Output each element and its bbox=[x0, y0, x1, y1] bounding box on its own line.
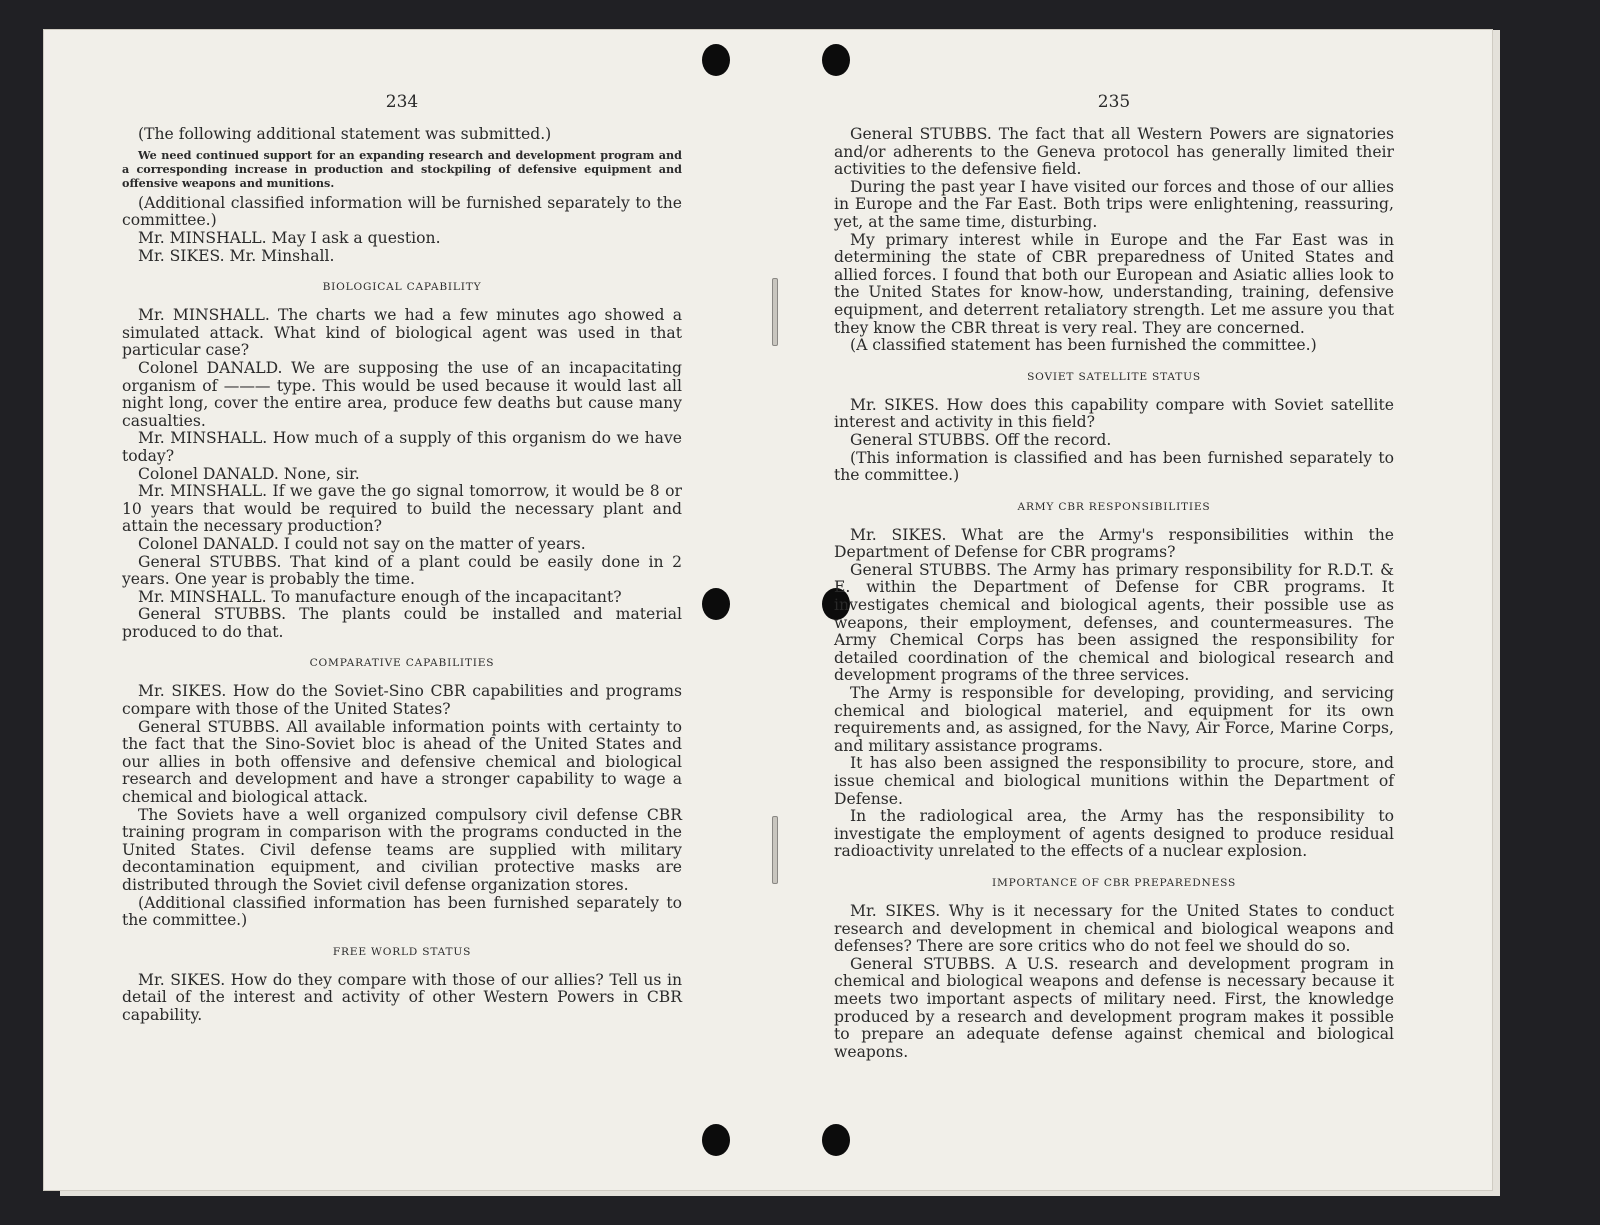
binding-hole bbox=[822, 1124, 850, 1156]
paragraph: It has also been assigned the responsibility to procure, store, and issue chemical and biological munitions within the Department of Defense. bbox=[834, 754, 1394, 808]
paragraph: General STUBBS. Off the record. bbox=[850, 430, 1112, 449]
paragraph: Mr. MINSHALL. The charts we had a few minutes ago showed a simulated attack. What kind of biological agent was used in that particular case? bbox=[122, 306, 682, 360]
left-page-body bbox=[122, 126, 682, 1025]
paragraph: The Soviets have a well organized compulsory civil defense CBR training program in comparison with the programs conducted in the United States. Civil defense teams are supplied with military decontamination equipment, and civilian protective masks are distributed through the Soviet civil defense organization stores. bbox=[122, 805, 682, 894]
staple bbox=[772, 278, 778, 346]
paragraph: Colonel DANALD. None, sir. bbox=[138, 464, 360, 483]
document-spread bbox=[44, 30, 1492, 1190]
page-number: 235 bbox=[1097, 92, 1131, 112]
right-page bbox=[834, 92, 1394, 1061]
paragraph: General STUBBS. The fact that all Western Powers are signatories and/or adherents to the Geneva protocol has generally limited their activities to the defensive field. bbox=[834, 125, 1394, 179]
binding-hole bbox=[702, 588, 730, 620]
paragraph: Mr. MINSHALL. To manufacture enough of the incapacitant? bbox=[138, 587, 622, 606]
section-heading: ARMY CBR RESPONSIBILITIES bbox=[1017, 500, 1211, 513]
paragraph: General STUBBS. A U.S. research and development program in chemical and biological weapons and defense is necessary because it meets two important aspects of military need. First, the knowledge produced by a research and development program makes it possible to prepare an adequate defense against chemical and biological weapons. bbox=[834, 954, 1394, 1061]
binding-hole bbox=[822, 44, 850, 76]
right-page-body bbox=[834, 126, 1394, 1061]
left-page bbox=[122, 92, 682, 1025]
paragraph: Colonel DANALD. We are supposing the use of an incapacitating organism of ——— type. This would be used because it would last all night long, cover the entire area, produce few deaths but cause many casualties. bbox=[122, 358, 682, 430]
paragraph: Mr. SIKES. What are the Army's responsibilities within the Department of Defense for CBR programs? bbox=[834, 525, 1394, 562]
paragraph: General STUBBS. The Army has primary responsibility for R.D.T. & E. within the Department of Defense for CBR programs. It investigates chemical and biological agents, their possible use as weapons, their employment, defenses, and countermeasures. The Army Chemical Corps has been assigned the responsibility for detailed coordination of the chemical and biological research and development programs of the three services. bbox=[834, 560, 1394, 685]
paragraph: Colonel DANALD. I could not say on the matter of years. bbox=[138, 534, 586, 553]
paragraph: The Army is responsible for developing, providing, and servicing chemical and biological materiel, and equipment for its own requirements and, as assigned, for the Navy, Air Force, Marine Corps, and military assistance programs. bbox=[834, 684, 1394, 755]
paragraph: Mr. SIKES. Mr. Minshall. bbox=[138, 246, 335, 265]
section-heading: IMPORTANCE OF CBR PREPAREDNESS bbox=[991, 876, 1237, 889]
section-heading: SOVIET SATELLITE STATUS bbox=[1027, 370, 1201, 383]
paragraph: Mr. MINSHALL. May I ask a question. bbox=[138, 229, 441, 247]
binding-hole bbox=[702, 1124, 730, 1156]
statement-text: We need continued support for an expanding research and development program and a corresponding increase in production and stockpiling of defensive equipment and offensive weapons and munitions. bbox=[122, 147, 682, 191]
staple bbox=[772, 816, 778, 884]
paragraph: Mr. SIKES. Why is it necessary for the United States to conduct research and development in chemical and biological weapons and defenses? There are sore critics who do not feel we should do so. bbox=[834, 901, 1394, 956]
section-heading: COMPARATIVE CAPABILITIES bbox=[309, 657, 495, 670]
paragraph: During the past year I have visited our forces and those of our allies in Europe and the Far East. Both trips were enlightening, reassuring, yet, at the same time, disturbing. bbox=[834, 177, 1394, 231]
paragraph: Mr. SIKES. How do the Soviet-Sino CBR capabilities and programs compare with those of the United States? bbox=[122, 682, 682, 719]
paragraph: (A classified statement has been furnished the committee.) bbox=[850, 336, 1317, 355]
paragraph: (The following additional statement was submitted.) bbox=[138, 125, 552, 143]
section-heading: BIOLOGICAL CAPABILITY bbox=[322, 281, 482, 294]
paragraph: (Additional classified information has been furnished separately to the committee.) bbox=[122, 893, 682, 930]
page-number: 234 bbox=[385, 92, 419, 112]
paragraph: Mr. MINSHALL. How much of a supply of this organism do we have today? bbox=[122, 429, 682, 465]
section-heading: FREE WORLD STATUS bbox=[332, 945, 472, 958]
paragraph: (Additional classified information will be furnished separately to the committee.) bbox=[122, 193, 682, 230]
paragraph: My primary interest while in Europe and the Far East was in determining the state of CBR preparedness of United States and allied forces. I found that both our European and Asiatic allies look to the United States for know-how, understanding, training, defensive equipment, and deterrent retaliatory strength. Let me assure you that they know the CBR threat is very real. They are concerned. bbox=[834, 230, 1394, 337]
paragraph: General STUBBS. All available information points with certainty to the fact that the Sino-Soviet bloc is ahead of the United States and our allies in both offensive and defensive chemical and biological research and development and have a stronger capability to wage a chemical and biological attack. bbox=[122, 717, 682, 807]
paragraph: Mr. MINSHALL. If we gave the go signal tomorrow, it would be 8 or 10 years that would be required to build the necessary plant and attain the necessary production? bbox=[122, 482, 682, 536]
paragraph: Mr. SIKES. How do they compare with those of our allies? Tell us in detail of the interest and activity of other Western Powers in CBR capability. bbox=[122, 970, 682, 1024]
paragraph: (This information is classified and has been furnished separately to the committee.) bbox=[834, 448, 1394, 485]
paragraph: General STUBBS. That kind of a plant could be easily done in 2 years. One year is probably the time. bbox=[122, 552, 682, 589]
binding-hole bbox=[702, 44, 730, 76]
paragraph: Mr. SIKES. How does this capability compare with Soviet satellite interest and activity in this field? bbox=[834, 395, 1394, 432]
paragraph: General STUBBS. The plants could be installed and material produced to do that. bbox=[122, 605, 682, 641]
paragraph: In the radiological area, the Army has the responsibility to investigate the employment of agents designed to produce residual radioactivity unrelated to the effects of a nuclear explosion. bbox=[834, 807, 1394, 861]
